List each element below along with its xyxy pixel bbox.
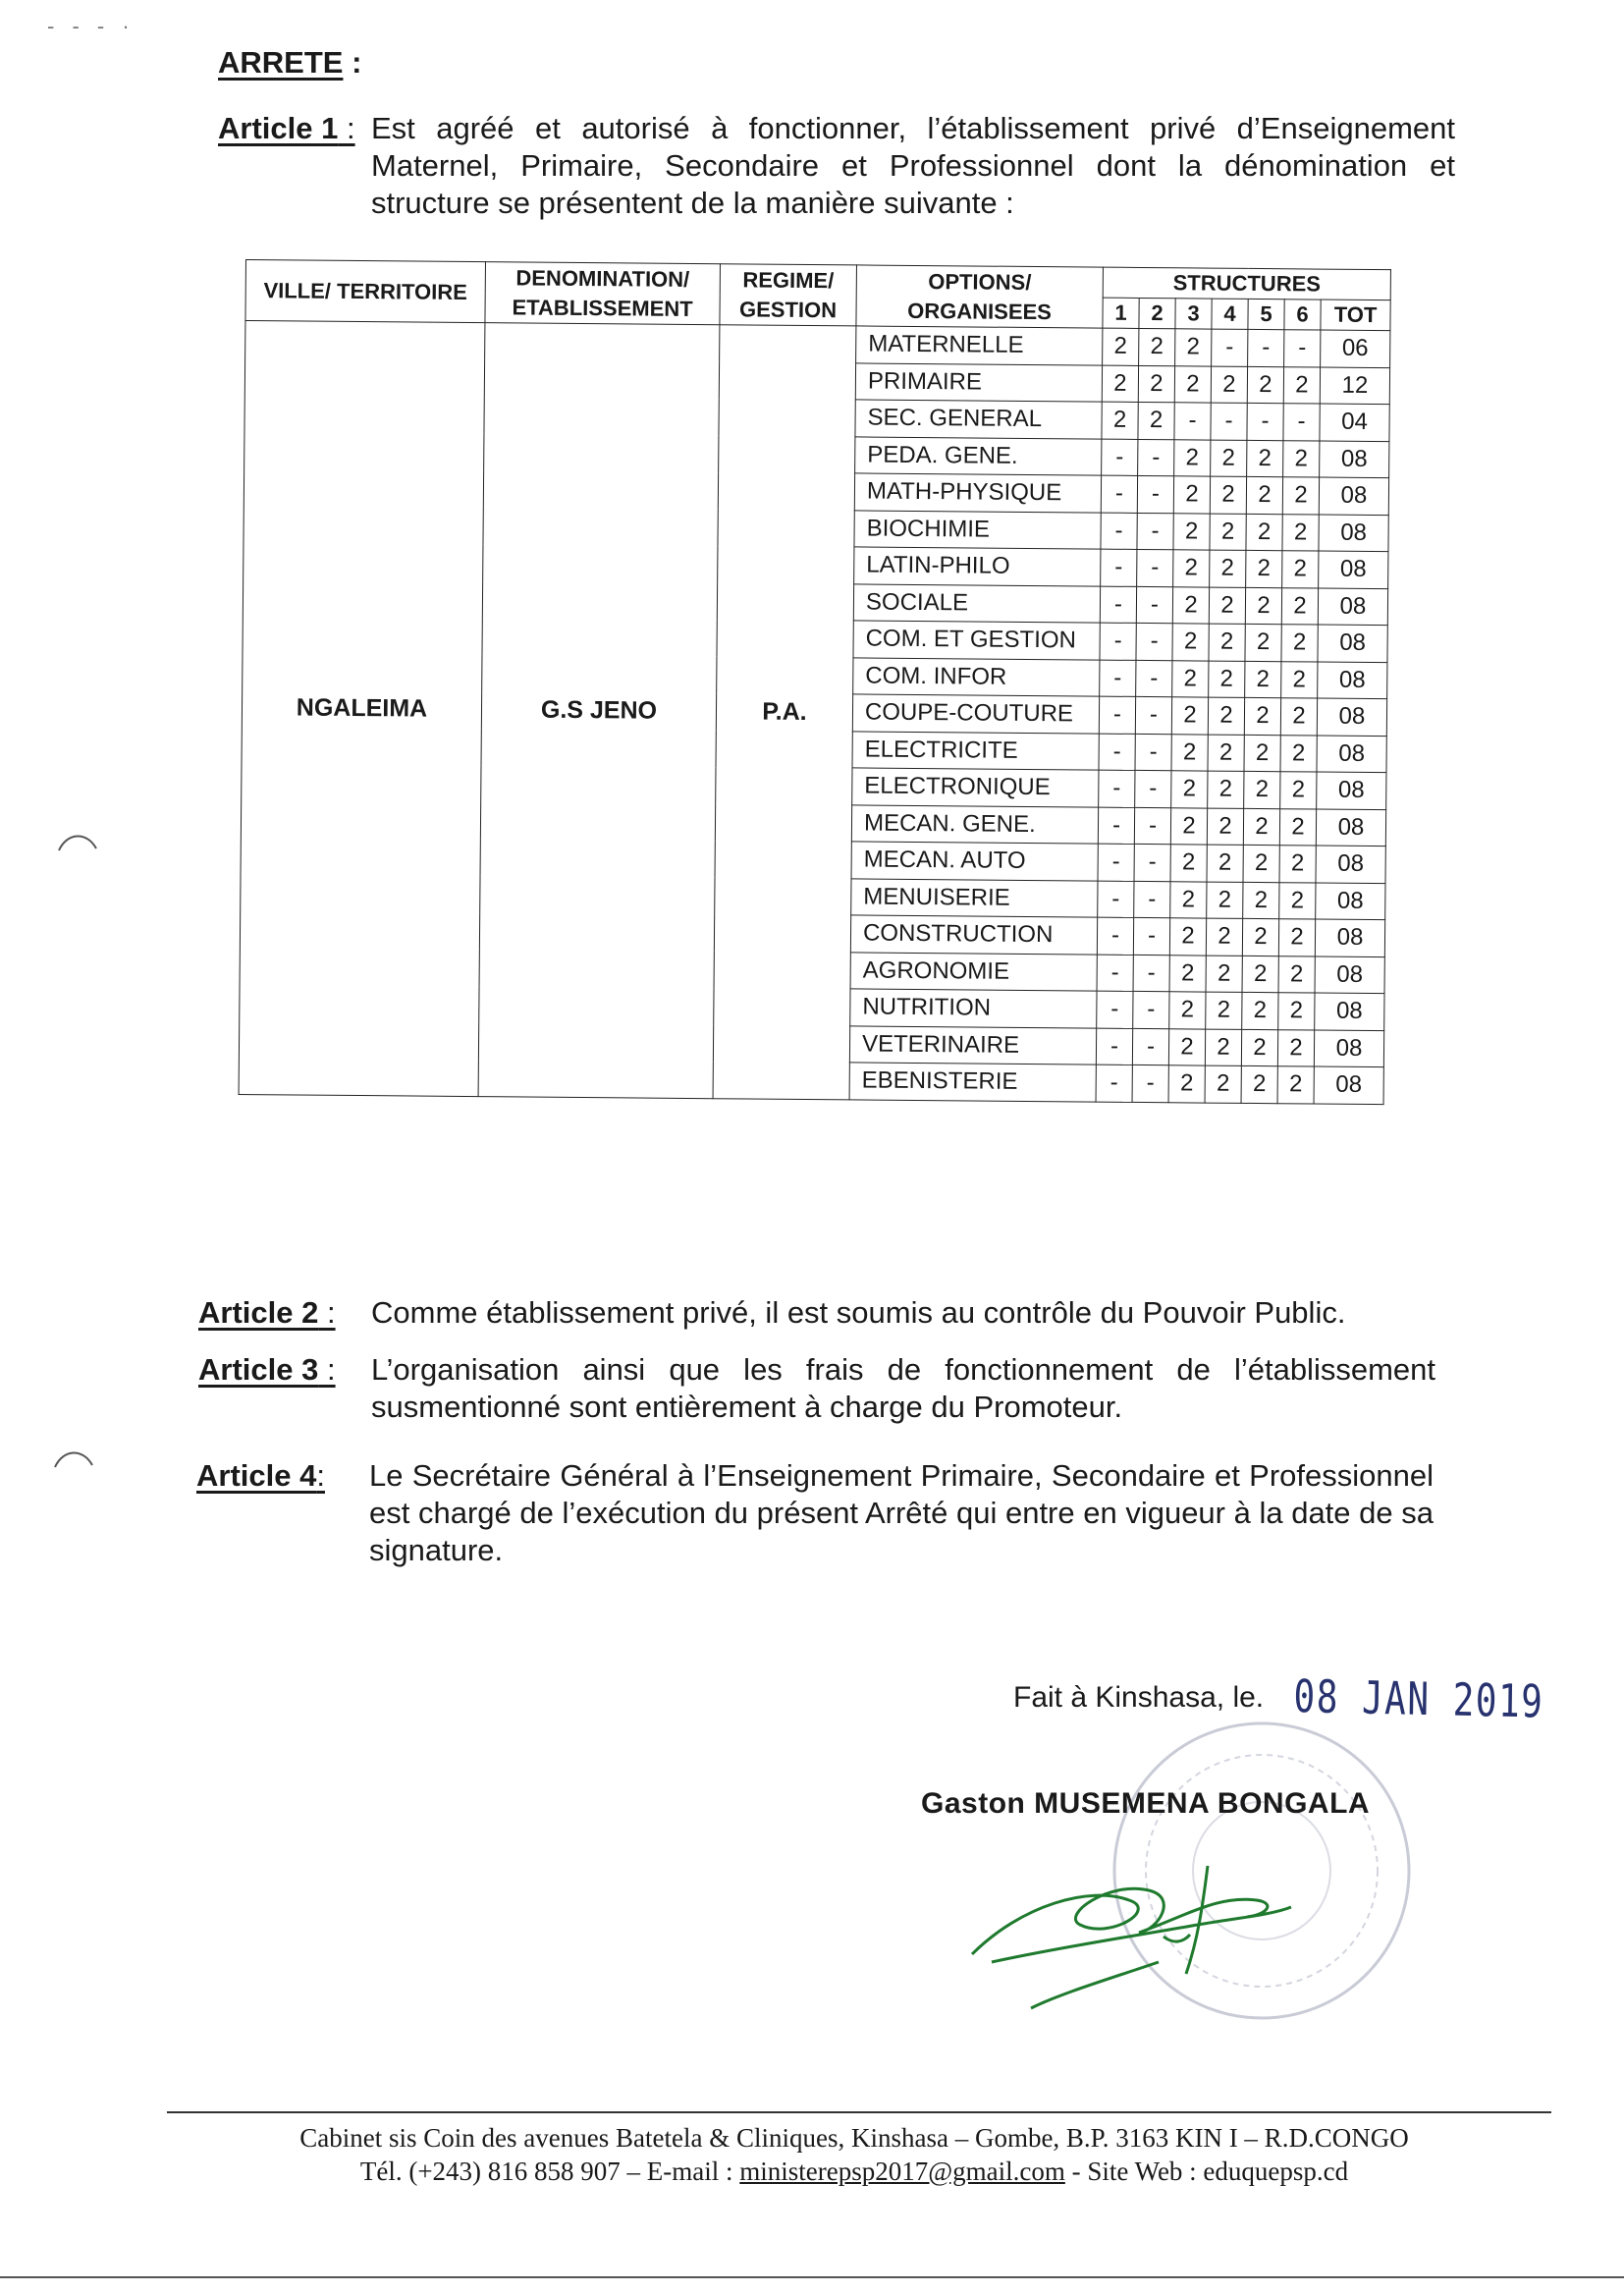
cell-year-5: 2 [1243, 882, 1279, 919]
header-col-1: 1 [1103, 298, 1139, 328]
cell-year-5: 2 [1244, 771, 1280, 808]
cell-year-6: 2 [1282, 477, 1319, 515]
cell-year-2: 2 [1138, 365, 1174, 403]
cell-year-2: - [1137, 475, 1173, 513]
cell-option: BIOCHIMIE [854, 510, 1101, 549]
cell-year-4: 2 [1209, 587, 1245, 625]
structure-table [239, 259, 1391, 1105]
cell-year-4: 2 [1206, 992, 1242, 1029]
cell-option: ELECTRICITE [852, 731, 1099, 770]
cell-year-5: 2 [1244, 735, 1280, 772]
cell-year-5: 2 [1246, 514, 1282, 551]
cell-year-3: 2 [1174, 439, 1211, 476]
cell-year-3: 2 [1172, 624, 1209, 661]
cell-year-5: 2 [1246, 476, 1282, 514]
cell-total: 08 [1314, 1030, 1383, 1067]
cell-year-1: - [1100, 586, 1136, 624]
cell-year-2: - [1136, 623, 1172, 660]
cell-year-1: - [1097, 991, 1133, 1028]
cell-year-1: - [1099, 734, 1135, 771]
cell-year-5: - [1247, 403, 1283, 440]
cell-year-1: - [1099, 770, 1135, 807]
cell-year-6: - [1284, 330, 1321, 367]
cell-year-1: - [1098, 844, 1134, 881]
article-1-sep: : [338, 111, 355, 145]
cell-option: COM. INFOR [853, 657, 1100, 696]
header-options: OPTIONS/ ORGANISEES [856, 265, 1104, 328]
article-2 [198, 1294, 1435, 1338]
footer-contact [157, 2155, 1551, 2188]
article-4-label-text: Article 4 [196, 1458, 317, 1493]
header-col-tot: TOT [1321, 300, 1390, 331]
cell-total: 08 [1317, 698, 1386, 736]
cell-year-3: 2 [1169, 918, 1206, 955]
cell-year-5: 2 [1243, 808, 1279, 846]
cell-option: CONSTRUCTION [850, 915, 1097, 955]
cell-year-4: 2 [1211, 440, 1247, 477]
cell-year-2: - [1135, 770, 1171, 807]
place-date-label: Fait à Kinshasa, le. [1013, 1681, 1265, 1714]
cell-option: MECAN. GENE. [851, 804, 1098, 844]
article-1-text: Est agréé et autorisé à fonctionner, l’établissement privé d’Enseignement Maternel, Primaire, Secondaire et Professionnel dont la dénomination et structure se présentent de la manière suivante : [371, 111, 1455, 220]
cell-year-1: - [1101, 513, 1137, 550]
article-1-label [218, 110, 355, 147]
cell-year-4: 2 [1208, 771, 1244, 808]
cell-total: 08 [1317, 772, 1386, 809]
article-4-text: Le Secrétaire Général à l’Enseignement Primaire, Secondaire et Professionnel est chargé de l’exécution du présent Arrêté qui entre en vigueur à la date de sa signature. [369, 1458, 1434, 1567]
cell-year-1: - [1097, 955, 1133, 992]
cell-option: VETERINAIRE [849, 1025, 1096, 1065]
cell-option: AGRONOMIE [850, 952, 1097, 991]
cell-year-2: - [1135, 696, 1171, 734]
article-3-label [198, 1351, 336, 1389]
cell-year-6: 2 [1282, 551, 1319, 588]
heading-suffix: : [343, 45, 362, 80]
cell-year-4: 2 [1205, 1065, 1241, 1103]
cell-year-5: 2 [1245, 661, 1281, 698]
cell-year-3: 2 [1173, 513, 1210, 550]
table-body [239, 321, 1390, 1105]
cell-year-1: 2 [1102, 402, 1138, 439]
header-regime: REGIME/ GESTION [720, 264, 857, 326]
cell-year-4: 2 [1210, 476, 1246, 514]
cell-year-4: 2 [1211, 366, 1247, 404]
cell-year-6: 2 [1283, 440, 1320, 477]
header-col-5: 5 [1248, 299, 1284, 329]
cell-year-2: - [1133, 991, 1169, 1028]
cell-year-6: 2 [1281, 625, 1318, 662]
cell-year-3: - [1174, 403, 1211, 440]
cell-year-4: - [1211, 403, 1247, 440]
cell-year-2: - [1133, 917, 1169, 955]
cell-year-1: - [1098, 807, 1134, 845]
article-4-sep: : [316, 1458, 325, 1493]
cell-year-6: 2 [1277, 1066, 1314, 1104]
cell-year-6: 2 [1283, 366, 1320, 404]
cell-option: EBENISTERIE [849, 1063, 1096, 1102]
article-4-label [196, 1457, 325, 1495]
punch-hole-mark-icon [51, 1444, 96, 1473]
cell-year-3: 2 [1172, 660, 1209, 697]
cell-year-3: 2 [1168, 1065, 1205, 1103]
page-bottom-rule [0, 2276, 1624, 2278]
cell-year-1: - [1096, 1065, 1132, 1102]
cell-year-4: - [1212, 329, 1248, 366]
cell-year-1: - [1102, 439, 1138, 476]
cell-total: 12 [1320, 367, 1389, 405]
article-2-sep: : [318, 1295, 336, 1330]
article-4 [196, 1457, 1435, 1585]
cell-year-6: 2 [1277, 1029, 1314, 1066]
cell-option: PEDA. GENE. [855, 436, 1102, 475]
cell-option: SOCIALE [853, 583, 1100, 623]
cell-year-5: 2 [1247, 440, 1283, 477]
cell-year-1: - [1100, 623, 1136, 660]
header-denomination: DENOMINATION/ ETABLISSEMENT [485, 262, 721, 325]
cell-year-5: 2 [1247, 366, 1283, 404]
footer-tel: Tél. (+243) 816 858 907 – E-mail : [359, 2157, 740, 2186]
cell-year-1: - [1096, 1028, 1132, 1065]
cell-option: LATIN-PHILO [854, 547, 1101, 586]
cell-year-3: 2 [1172, 586, 1209, 624]
cell-year-5: 2 [1243, 845, 1279, 882]
cell-year-2: - [1136, 660, 1172, 697]
cell-total: 08 [1317, 736, 1386, 773]
cell-option: MATH-PHYSIQUE [854, 473, 1101, 513]
cell-year-1: - [1101, 549, 1137, 586]
header-col-4: 4 [1212, 299, 1248, 329]
date-stamp: 08 JAN 2019 [1293, 1669, 1544, 1728]
cell-option: COM. ET GESTION [853, 621, 1100, 660]
cell-total: 08 [1319, 515, 1388, 552]
cell-total: 08 [1318, 625, 1387, 662]
cell-year-1: - [1097, 917, 1133, 955]
cell-year-1: - [1100, 660, 1136, 697]
cell-year-5: 2 [1242, 992, 1278, 1029]
cell-year-6: 2 [1278, 993, 1315, 1030]
cell-year-4: 2 [1209, 661, 1245, 698]
header-col-3: 3 [1175, 299, 1212, 329]
cell-regime: P.A. [713, 325, 856, 1100]
cell-year-2: - [1132, 1065, 1168, 1102]
cell-option: MENUISERIE [851, 878, 1098, 917]
cell-year-2: - [1133, 955, 1169, 992]
footer [157, 2111, 1551, 2188]
cell-total: 08 [1314, 1066, 1383, 1104]
cell-total: 08 [1315, 993, 1384, 1030]
cell-year-4: 2 [1207, 808, 1243, 846]
cell-total: 08 [1315, 919, 1384, 956]
cell-year-3: 2 [1168, 1028, 1205, 1065]
article-1 [218, 110, 1455, 238]
cell-year-4: 2 [1210, 550, 1246, 587]
cell-year-5: 2 [1242, 955, 1278, 993]
cell-year-3: 2 [1171, 771, 1208, 808]
cell-year-4: 2 [1208, 697, 1244, 735]
cell-year-6: 2 [1279, 882, 1316, 919]
signer-name: Gaston MUSEMENA BONGALA [921, 1787, 1371, 1820]
cell-year-5: 2 [1241, 1029, 1277, 1066]
cell-year-2: - [1137, 513, 1173, 550]
cell-total: 08 [1316, 809, 1385, 846]
cell-year-2: - [1134, 881, 1170, 918]
cell-year-5: 2 [1241, 1065, 1277, 1103]
article-3-label-text: Article 3 [198, 1352, 319, 1387]
cell-total: 08 [1320, 441, 1389, 478]
article-3-text: L’organisation ainsi que les frais de fonctionnement de l’établissement susmentionné sont entièrement à charge du Promoteur. [371, 1352, 1435, 1424]
header-col-2: 2 [1139, 298, 1175, 328]
cell-option: COUPE-COUTURE [852, 694, 1099, 734]
cell-year-4: 2 [1207, 845, 1243, 882]
cell-year-4: 2 [1206, 955, 1242, 993]
cell-year-3: 2 [1173, 476, 1210, 514]
cell-year-6: 2 [1278, 955, 1315, 993]
cell-total: 08 [1316, 883, 1385, 920]
cell-year-5: 2 [1245, 587, 1281, 625]
cell-year-2: 2 [1139, 328, 1175, 365]
article-2-label [198, 1294, 336, 1332]
handwritten-signature-icon [962, 1846, 1296, 2013]
cell-total: 08 [1319, 551, 1388, 588]
cell-year-3: 2 [1170, 881, 1207, 918]
cell-year-1: - [1098, 881, 1134, 918]
header-ville: VILLE/ TERRITOIRE [245, 260, 486, 323]
cell-year-5: - [1248, 329, 1284, 366]
cell-year-6: 2 [1278, 919, 1315, 956]
cell-option: NUTRITION [850, 989, 1097, 1028]
cell-year-1: - [1099, 696, 1135, 734]
cell-denomination: G.S JENO [478, 323, 720, 1099]
cell-year-6: - [1283, 404, 1320, 441]
footer-email-link[interactable]: ministerepsp2017@gmail.com [739, 2157, 1065, 2186]
cell-total: 08 [1318, 662, 1387, 699]
cell-year-2: - [1134, 807, 1170, 845]
cell-year-2: 2 [1138, 402, 1174, 439]
cell-option: ELECTRONIQUE [852, 768, 1099, 807]
header-col-6: 6 [1284, 300, 1321, 330]
cell-option: SEC. GENERAL [855, 400, 1102, 439]
cell-total: 08 [1315, 956, 1384, 994]
cell-year-2: - [1135, 734, 1171, 771]
cell-year-3: 2 [1175, 329, 1212, 366]
article-1-label-text: Article 1 [218, 111, 339, 145]
cell-year-6: 2 [1280, 772, 1317, 809]
cell-year-6: 2 [1281, 587, 1318, 625]
cell-year-2: - [1134, 844, 1170, 881]
cell-year-5: 2 [1244, 697, 1280, 735]
header-structures: STRUCTURES [1103, 267, 1390, 300]
cell-year-6: 2 [1281, 661, 1318, 698]
footer-rule [167, 2111, 1551, 2113]
cell-year-3: 2 [1171, 734, 1208, 771]
cell-total: 08 [1319, 477, 1388, 515]
cell-year-4: 2 [1209, 624, 1245, 661]
cell-year-5: 2 [1245, 624, 1281, 661]
cell-year-2: - [1138, 439, 1174, 476]
article-2-label-text: Article 2 [198, 1295, 319, 1330]
heading-label: ARRETE [218, 45, 344, 80]
cell-year-3: 2 [1170, 807, 1207, 845]
cell-option: PRIMAIRE [855, 362, 1102, 402]
footer-address: Cabinet sis Coin des avenues Batetela & Cliniques, Kinshasa – Gombe, B.P. 3163 KIN I – R.D.CONGO [299, 2123, 1409, 2153]
cell-year-6: 2 [1280, 698, 1317, 736]
cell-year-3: 2 [1170, 845, 1207, 882]
cell-total: 08 [1316, 846, 1385, 883]
cell-year-3: 2 [1169, 955, 1206, 992]
cell-year-3: 2 [1169, 992, 1206, 1029]
cell-year-1: 2 [1103, 328, 1139, 365]
article-3 [198, 1351, 1435, 1440]
cell-ville: NGALEIMA [239, 321, 485, 1097]
decree-heading [218, 45, 361, 81]
cell-year-4: 2 [1206, 918, 1242, 955]
cell-year-5: 2 [1242, 918, 1278, 955]
cell-year-3: 2 [1171, 697, 1208, 735]
cell-year-4: 2 [1205, 1029, 1241, 1066]
cell-year-6: 2 [1279, 846, 1316, 883]
article-3-sep: : [318, 1352, 336, 1387]
cell-year-4: 2 [1210, 514, 1246, 551]
footer-site: - Site Web : eduquepsp.cd [1064, 2157, 1349, 2186]
cell-total: 04 [1320, 404, 1389, 441]
cell-year-2: - [1136, 586, 1172, 624]
cell-total: 08 [1318, 588, 1387, 626]
cell-year-6: 2 [1279, 808, 1316, 846]
cell-option: MATERNELLE [856, 326, 1103, 365]
cell-year-1: 2 [1102, 365, 1138, 403]
cell-year-3: 2 [1173, 550, 1210, 587]
cell-total: 06 [1321, 330, 1390, 367]
cell-year-1: - [1101, 475, 1137, 513]
cell-year-5: 2 [1246, 550, 1282, 587]
cell-year-6: 2 [1280, 735, 1317, 772]
cell-year-3: 2 [1174, 365, 1211, 403]
cell-option: MECAN. AUTO [851, 842, 1098, 881]
cell-year-6: 2 [1282, 514, 1319, 551]
cell-year-2: - [1132, 1028, 1168, 1065]
cell-year-4: 2 [1207, 882, 1243, 919]
scan-mark: - - - · [47, 14, 135, 38]
punch-hole-mark-icon [55, 827, 100, 856]
cell-year-2: - [1137, 549, 1173, 586]
article-2-text: Comme établissement privé, il est soumis au contrôle du Pouvoir Public. [371, 1295, 1346, 1330]
cell-year-4: 2 [1208, 735, 1244, 772]
